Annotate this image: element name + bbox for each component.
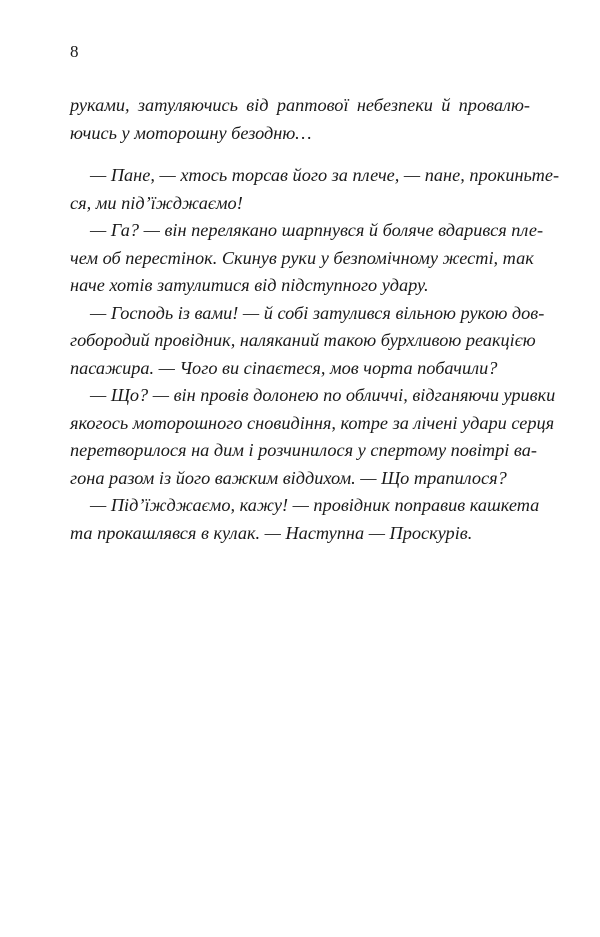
text-line: ючись у моторошну безодню…: [70, 122, 312, 143]
text-line: та прокашлявся в кулак. — Наступна — Проскурів.: [70, 522, 473, 543]
text-line: — Що? — він провів долонею по обличчі, відганяючи уривки: [90, 385, 556, 405]
text-line: перетворилося на дим і розчинилося у спертому повітрі ва-: [70, 440, 537, 460]
page-number: 8: [70, 42, 79, 61]
opening-paragraph: [70, 92, 530, 147]
text-line: якогось моторошного сновидіння, котре за лічені удари серця: [70, 412, 555, 433]
text-line: — Господь із вами! — й собі затулився вільною рукою дов-: [90, 302, 545, 323]
text-line: — Га? — він перелякано шарпнувся й боляче вдарився пле-: [90, 220, 544, 240]
text-line: — Під’їжджаємо, кажу! — провідник поправив кашкета: [90, 495, 540, 515]
text-line: руками, затуляючись від раптової небезпеки й провалю-: [70, 95, 530, 115]
dialogue-section: [70, 162, 560, 547]
text-line: пасажира. — Чого ви сіпаєтеся, мов чорта побачили?: [70, 357, 498, 378]
text-line: гобородий провідник, наляканий такою бурхливою реакцією: [70, 330, 536, 350]
text-line: — Пане, — хтось торсав його за плече, — пане, прокиньте-: [90, 165, 560, 185]
text-line: чем об перестінок. Скинув руки у безпомічному жесті, так: [70, 247, 534, 268]
text-line: ся, ми під’їжджаємо!: [70, 192, 243, 213]
text-line: гона разом із його важким віддихом. — Що трапилося?: [70, 467, 507, 488]
text-line: наче хотів затулитися від підступного удару.: [70, 275, 429, 295]
